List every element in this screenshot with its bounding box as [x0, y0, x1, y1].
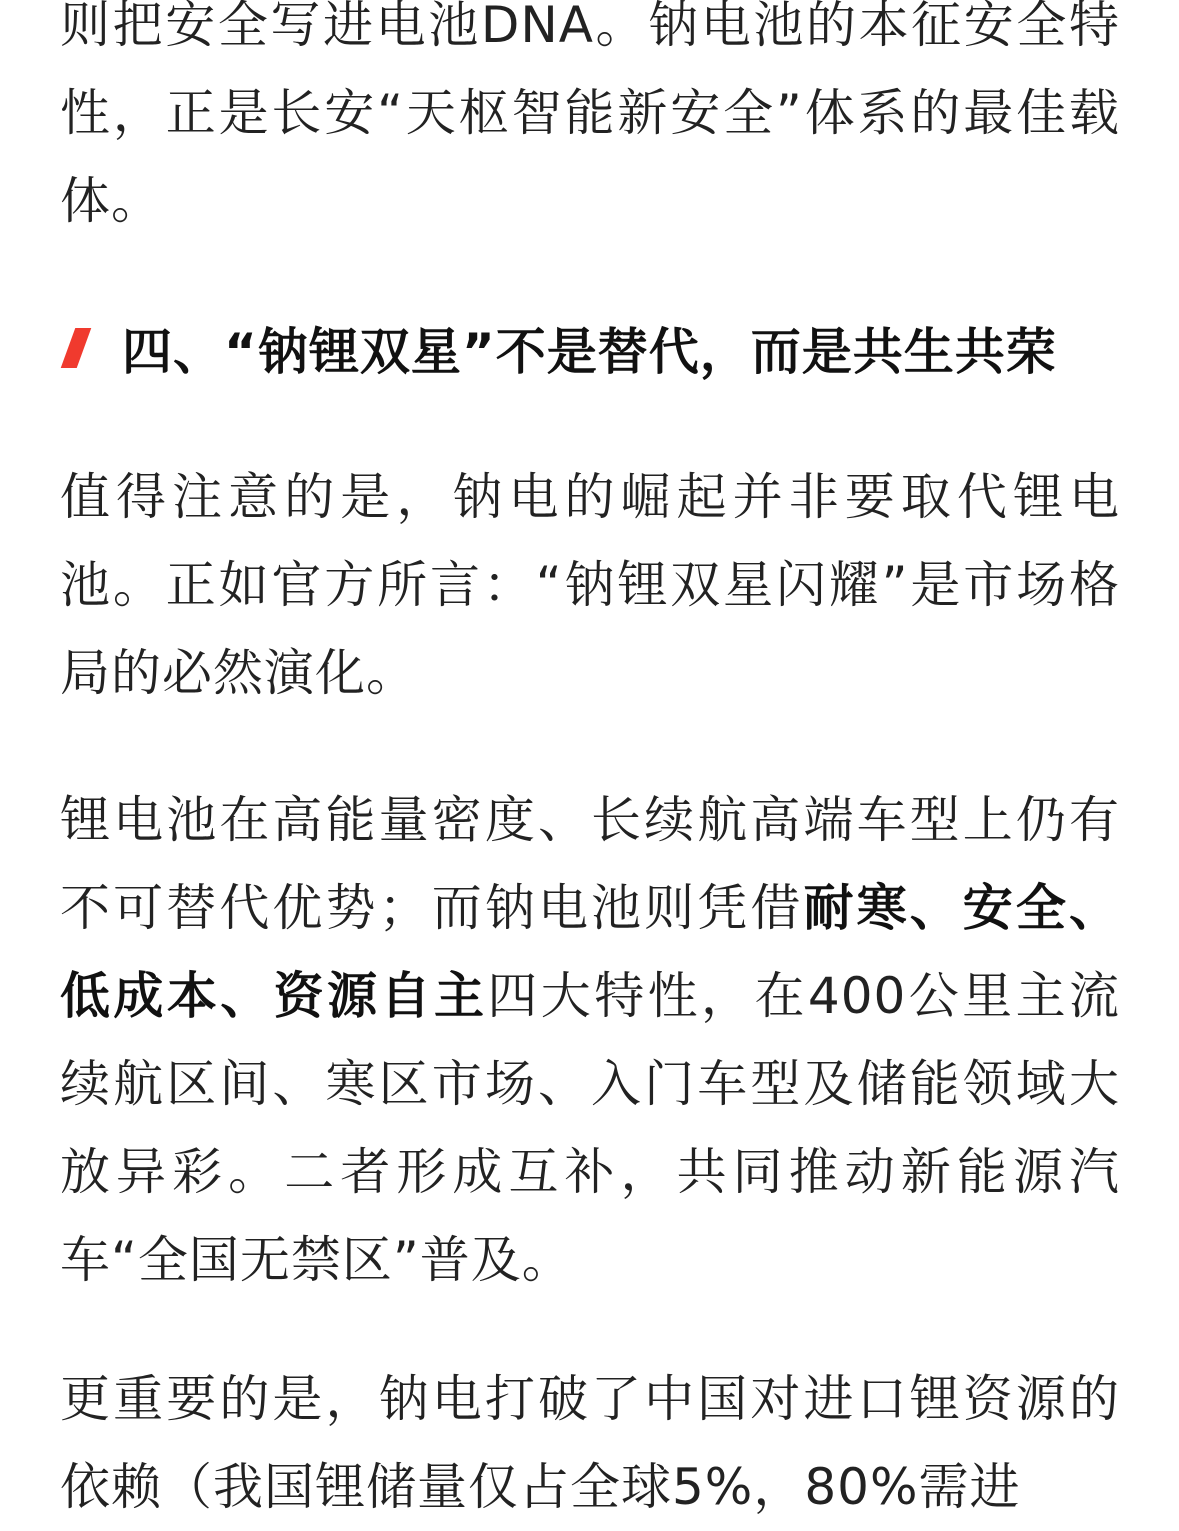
paragraph-text: 更重要的是，钠电打破了中国对进口锂资源的依赖（我国锂储量仅占全球5%，80%需进: [60, 1370, 1120, 1516]
paragraph-intro: [60, 0, 1120, 245]
paragraph-text: 则把安全写进电池DNA。钠电池的本征安全特性，正是长安“天枢智能新安全”体系的最佳载体。: [60, 0, 1120, 230]
paragraph-comparison: [60, 776, 1120, 1304]
paragraph-text-part: 四大特性，在400公里主流续航区间、寒区市场、入门车型及储能领域大放异彩。二者形成互补，共同推动新能源汽车“全国无禁区”普及。: [60, 967, 1121, 1289]
heading-accent-mark: [61, 328, 92, 368]
paragraph-resources: [60, 1355, 1120, 1531]
paragraph-coexistence: [60, 453, 1120, 717]
highlighted-features: 耐寒、安全、低成本、资源自主: [60, 879, 1121, 1025]
paragraph-text-part: 锂电池在高能量密度、长续航高端车型上仍有不可替代优势；而钠电池则凭借: [60, 791, 1120, 937]
paragraph-text: [60, 776, 1120, 1304]
paragraph-text: 值得注意的是，钠电的崛起并非要取代锂电池。正如官方所言：“钠锂双星闪耀”是市场格局的必然演化。: [60, 468, 1120, 702]
heading-title: 四、“钠锂双星”不是替代，而是共生共荣: [122, 323, 1057, 381]
section-heading: [60, 308, 1057, 388]
